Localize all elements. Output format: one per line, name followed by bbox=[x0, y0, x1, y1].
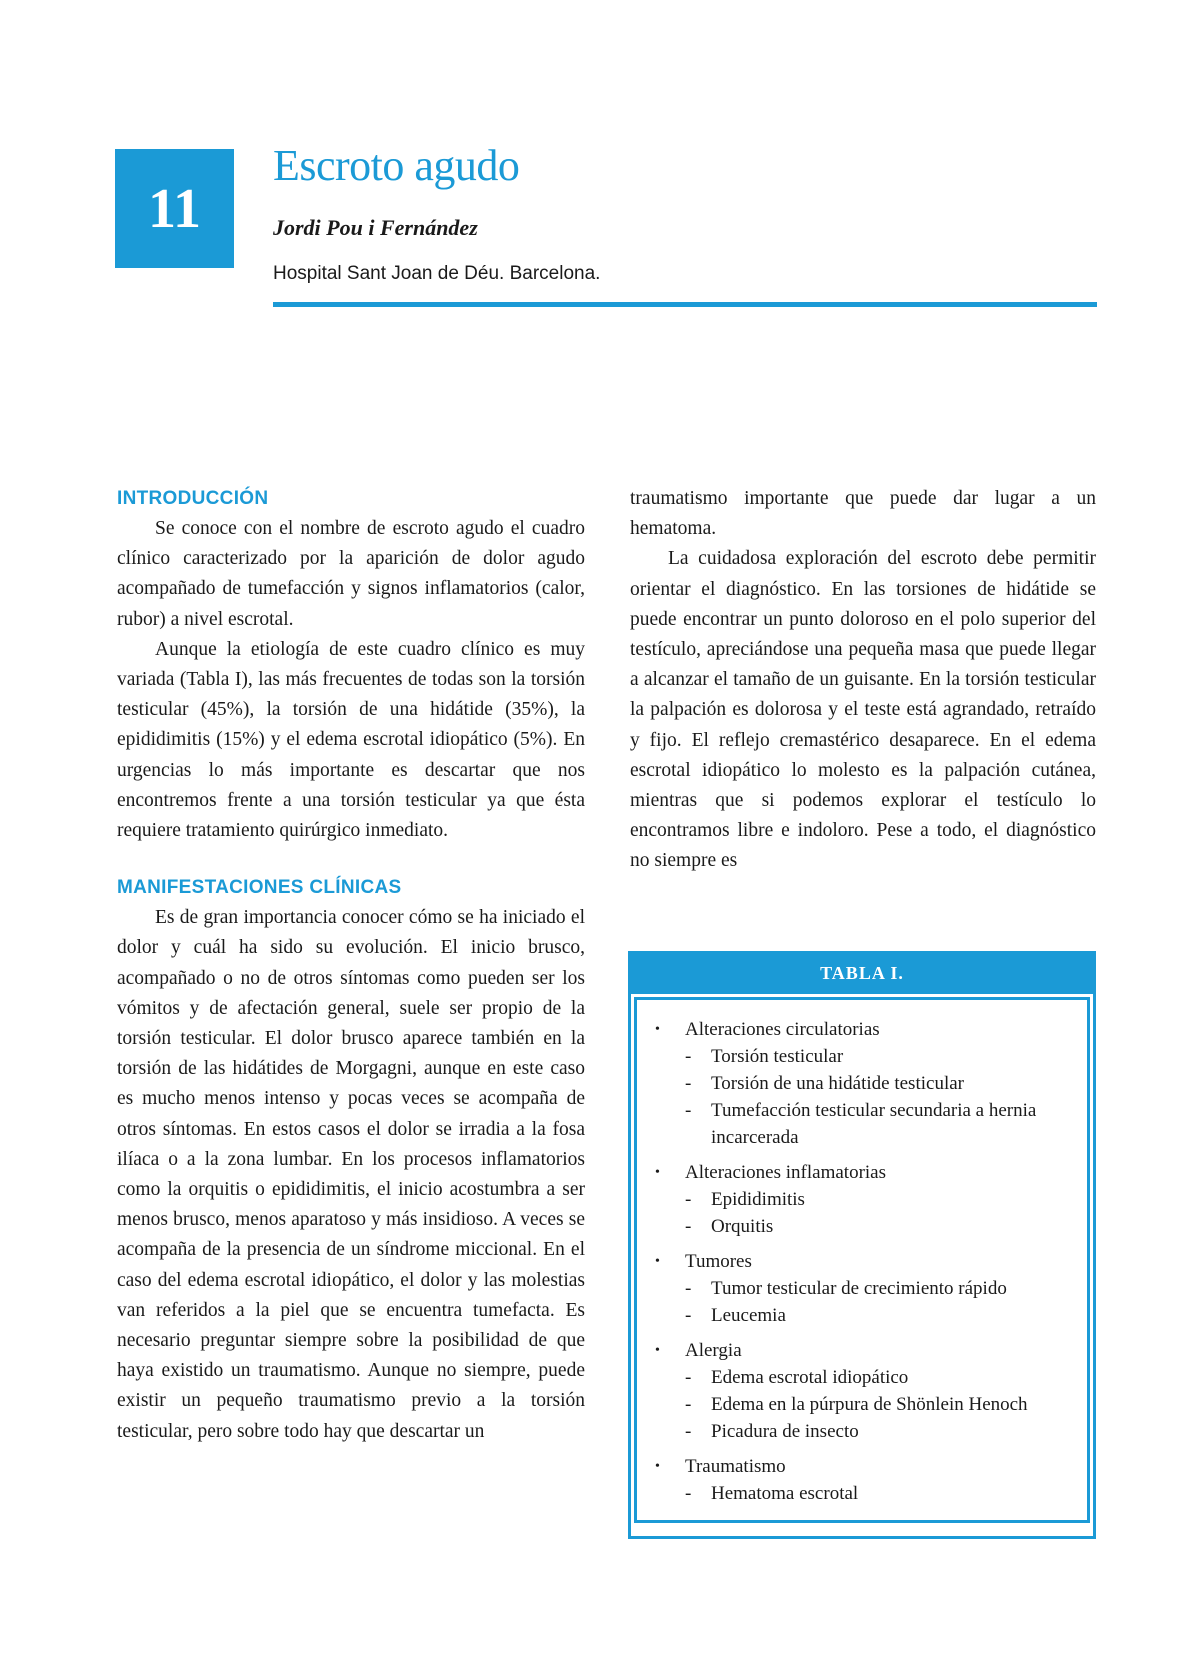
author-affiliation: Hospital Sant Joan de Déu. Barcelona. bbox=[273, 263, 601, 284]
table-item bbox=[655, 1275, 1075, 1302]
bullet-icon: • bbox=[655, 1343, 660, 1358]
table-category-label: Alteraciones inflamatorias bbox=[685, 1162, 887, 1183]
table-category bbox=[655, 1453, 1075, 1480]
author-name: Jordi Pou i Fernández bbox=[273, 215, 478, 240]
table-item bbox=[655, 1391, 1075, 1418]
table-group bbox=[655, 1159, 1075, 1240]
dash-marker: - bbox=[685, 1394, 692, 1415]
chapter-number-box bbox=[115, 149, 234, 268]
table-item bbox=[655, 1186, 1075, 1213]
table-item bbox=[655, 1070, 1075, 1097]
table-item-label: Leucemia bbox=[711, 1305, 786, 1326]
table-item-label: Hematoma escrotal bbox=[711, 1483, 859, 1504]
table-title: TABLA I. bbox=[631, 954, 1093, 994]
section-heading-manifestaciones: MANIFESTACIONES CLÍNICAS bbox=[117, 877, 402, 899]
left-column bbox=[117, 484, 585, 1447]
table-item-label: Orquitis bbox=[711, 1216, 774, 1237]
table-item bbox=[655, 1302, 1075, 1329]
table-category-label: Traumatismo bbox=[685, 1456, 786, 1477]
dash-marker: - bbox=[685, 1046, 692, 1067]
table-item-label: Picadura de insecto bbox=[711, 1421, 859, 1442]
intro-paragraph-1: Se conoce con el nombre de escroto agudo el cuadro clínico caracterizado por la aparición de dolor agudo acompañado de tumefacción y signos inflamatorios (calor, rubor) a nivel escrotal. bbox=[117, 518, 585, 630]
table-item-label: Tumefacción testicular secundaria a hernia incarcerada bbox=[711, 1100, 1037, 1148]
right-paragraph-2: La cuidadosa exploración del escroto debe permitir orientar el diagnóstico. En las torsiones de hidátide se puede encontrar un punto doloroso en el polo superior del testículo, apreciándose una pequeña masa que puede llegar a alcanzar el tamaño de un guisante. En la torsión testicular la palpación es dolorosa y el teste está agrandado, retraído y fijo. El reflejo cremastérico desaparece. En el edema escrotal idiopático lo molesto es la palpación cutánea, mientras que si podemos explorar el testículo lo encontramos libre e indoloro. Pese a todo, el diagnóstico no siempre es bbox=[630, 548, 1096, 872]
dash-marker: - bbox=[685, 1421, 692, 1442]
chapter-number: 11 bbox=[148, 177, 201, 240]
table-item-label: Torsión de una hidátide testicular bbox=[711, 1073, 964, 1094]
bullet-icon: • bbox=[655, 1254, 660, 1269]
dash-marker: - bbox=[685, 1367, 692, 1388]
section-spacer bbox=[117, 846, 585, 873]
header-divider bbox=[273, 302, 1097, 307]
table-item bbox=[655, 1364, 1075, 1391]
section-heading-introduccion: INTRODUCCIÓN bbox=[117, 488, 269, 509]
table-body bbox=[634, 997, 1090, 1523]
dash-marker: - bbox=[685, 1305, 692, 1326]
table-category-label: Alteraciones circulatorias bbox=[685, 1019, 880, 1040]
right-column bbox=[630, 484, 1096, 877]
table-group bbox=[655, 1248, 1075, 1329]
table-group bbox=[655, 1016, 1075, 1151]
bullet-icon: • bbox=[655, 1459, 660, 1474]
table-item-label: Epididimitis bbox=[711, 1189, 805, 1210]
bullet-icon: • bbox=[655, 1022, 660, 1037]
clinical-paragraph-1: Es de gran importancia conocer cómo se ha iniciado el dolor y cuál ha sido su evolución. El inicio brusco, acompañado o no de otros síntomas como pueden ser los vómitos y de afectación general, suele ser propio de la torsión testicular. El dolor brusco aparece también en la torsión de las hidátides de Morgagni, aunque en este caso es mucho menos intenso y pocas veces se acompaña de otros síntomas. En estos casos el dolor se irradia a la fosa ilíaca o a la zona lumbar. En los procesos inflamatorios como la orquitis o epididimitis, el inicio acostumbra a ser menos brusco, menos aparatoso y más insidioso. A veces se acompaña de la presencia de un síndrome miccional. En el caso del edema escrotal idiopático, el dolor y las molestias van referidos a la piel que se encuentra tumefacta. Es necesario preguntar siempre sobre la posibilidad de que haya existido un traumatismo. Aunque no siempre, puede existir un pequeño traumatismo previo a la torsión testicular, pero sobre todo hay que descartar un bbox=[117, 907, 585, 1442]
intro-paragraph-2: Aunque la etiología de este cuadro clínico es muy variada (Tabla I), las más frecuentes de todas son la torsión testicular (45%), la torsión de una hidátide (35%), la epididimitis (15%) y el edema escrotal idiopático (5%). En urgencias lo más importante es descartar que nos encontremos frente a una torsión testicular ya que ésta requiere tratamiento quirúrgico inmediato. bbox=[117, 638, 585, 842]
table-category bbox=[655, 1337, 1075, 1364]
table-category bbox=[655, 1248, 1075, 1275]
table-item-label: Edema en la púrpura de Shönlein Henoch bbox=[711, 1394, 1028, 1415]
chapter-title: Escroto agudo bbox=[273, 141, 520, 190]
table-item bbox=[655, 1418, 1075, 1445]
table-item bbox=[655, 1043, 1075, 1070]
table-item-label: Edema escrotal idiopático bbox=[711, 1367, 909, 1388]
table-category bbox=[655, 1159, 1075, 1186]
table-item bbox=[655, 1213, 1075, 1240]
right-paragraph-1: traumatismo importante que puede dar lugar a un hematoma. bbox=[630, 488, 1096, 540]
dash-marker: - bbox=[685, 1278, 692, 1299]
table-1 bbox=[628, 951, 1096, 1539]
table-item bbox=[655, 1097, 1075, 1151]
table-category bbox=[655, 1016, 1075, 1043]
bullet-icon: • bbox=[655, 1165, 660, 1180]
dash-marker: - bbox=[685, 1483, 692, 1504]
table-category-label: Tumores bbox=[685, 1251, 752, 1272]
table-item-label: Tumor testicular de crecimiento rápido bbox=[711, 1278, 1007, 1299]
dash-marker: - bbox=[685, 1100, 692, 1121]
dash-marker: - bbox=[685, 1189, 692, 1210]
dash-marker: - bbox=[685, 1073, 692, 1094]
table-category-label: Alergia bbox=[685, 1340, 742, 1361]
dash-marker: - bbox=[685, 1216, 692, 1237]
table-item-label: Torsión testicular bbox=[711, 1046, 844, 1067]
table-group bbox=[655, 1337, 1075, 1445]
table-group bbox=[655, 1453, 1075, 1507]
table-item bbox=[655, 1480, 1075, 1507]
